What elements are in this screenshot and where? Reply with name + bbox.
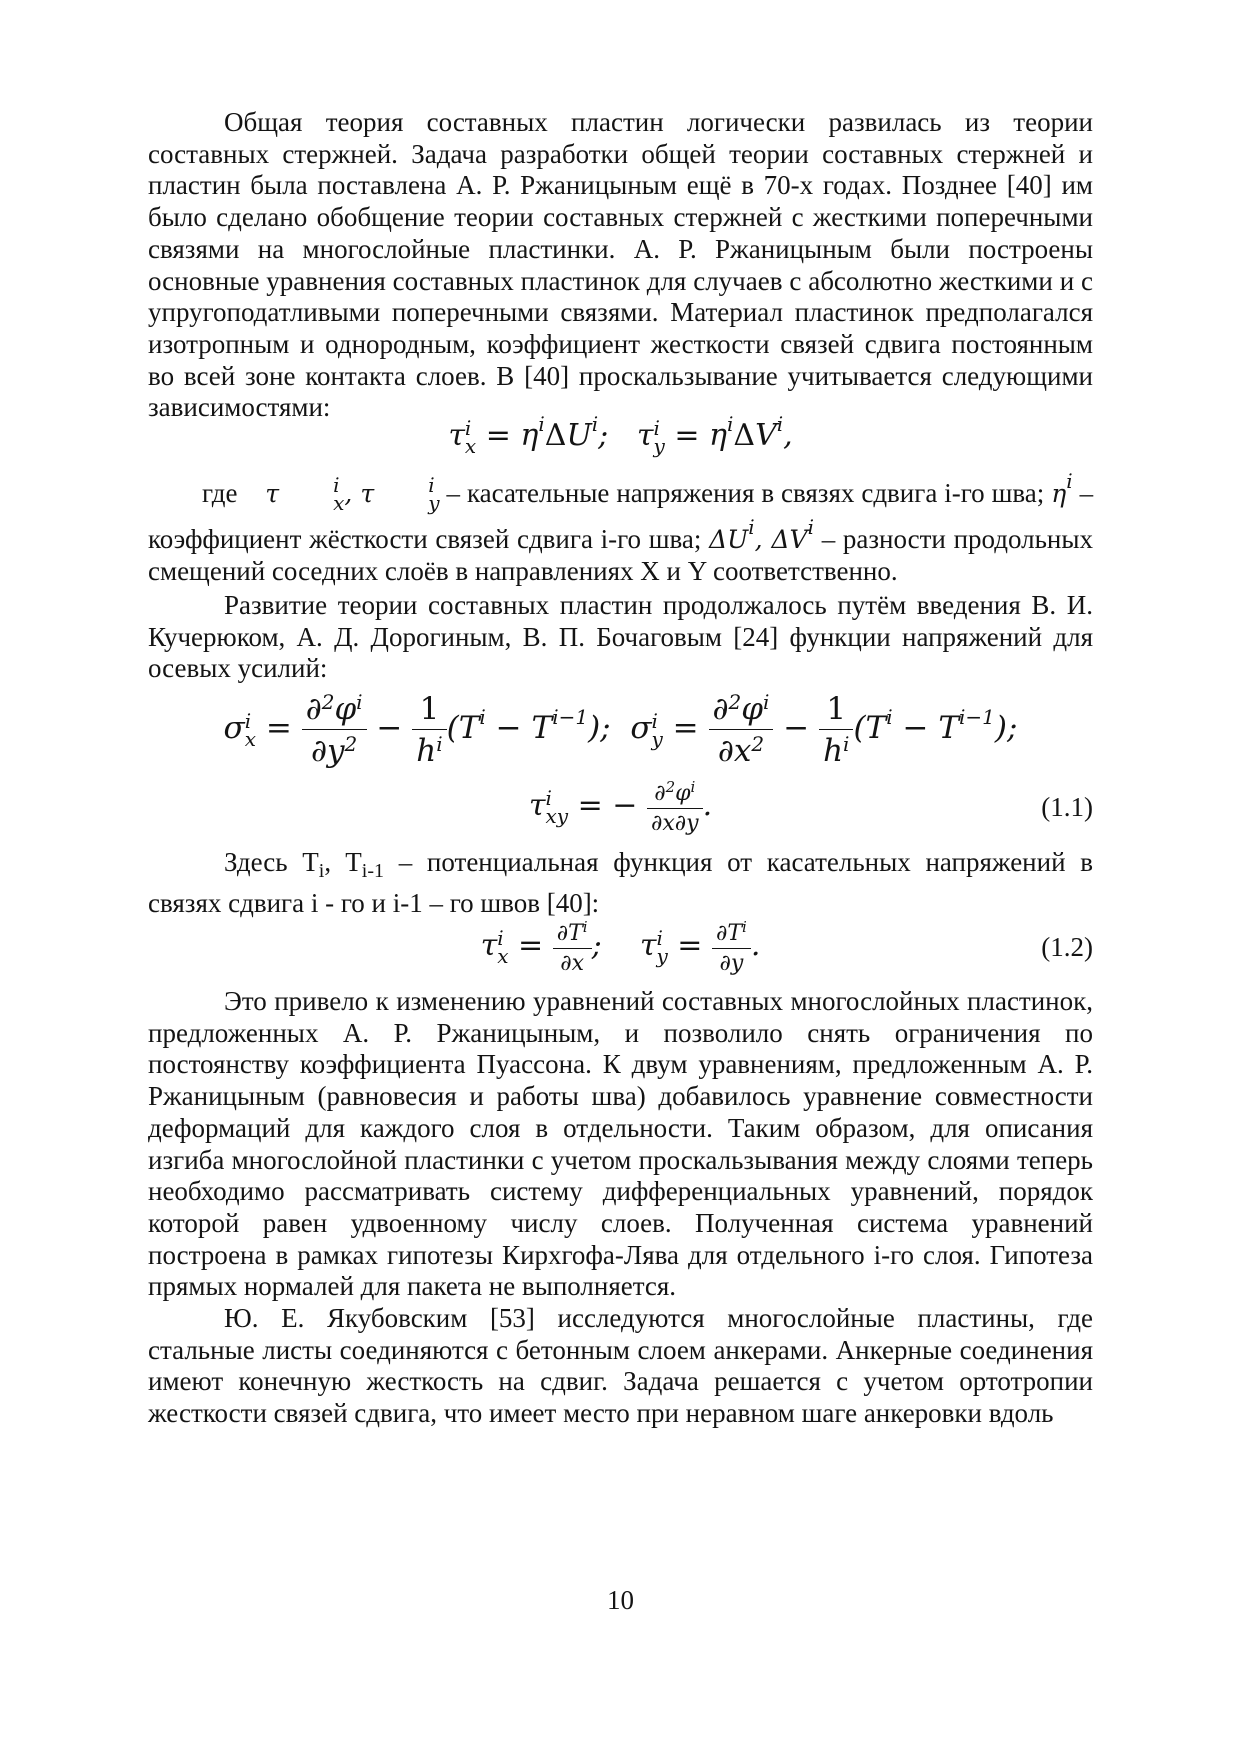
body-text-where [148,466,1093,587]
body-text-development [148,590,1093,685]
formula-potential: τ i x = $\frac{\partial T^i}{\partial x}$ ; τ i y = $\frac{\partial T^i}{\partial y}$ . (1.2) [480,918,1093,976]
symbol-eta: $\eta^i$ [1051,469,1073,508]
body-text-top [148,107,1093,424]
symbol-tau: τ i x , τ i y [265,473,440,515]
equation-number-1-2: (1.2) [1041,932,1093,962]
symbol-delta: $\Delta U^i$, $\Delta V^i$ [709,515,814,554]
body-text-here [148,847,1093,919]
page-number: 10 [607,1585,634,1615]
body-text-bottom [148,986,1093,1430]
formula-sigma: σ i x = $\frac{\partial^2\varphi^i}{\partial y^2}$ − $\frac{1}{h^i}$ $(T^i - T^{i-1})$; σ i y = $\frac{\partial^2\varphi^i}{\partial x^2}$ − $\frac{1}{h^i}$ $(T^i - T^{i-1})$; [223,690,1018,769]
paragraph-yakubovsky: Ю. Е. Якубовским [53] исследуются многослойные пластины, где стальные листы соединяются с бетонным слоем анкерами. Анкерные соединения имеют конечную жесткость на сдвиг. Задача решается с учетом ортотропии жесткости связей сдвига, что имеет место при неравном шаге анкеровки вдоль [148,1303,1093,1429]
where-word: где [202,478,238,508]
where-text-b: – коэффициент жёсткости связей сдвига i-го шва; [148,478,1094,554]
equation-number-1-1: (1.1) [1041,792,1093,822]
paragraph-here: Здесь $T_i$, $T_{i-1}$ – потенциальная функция от касательных напряжений в связях сдвига i - го и i-1 – го швов [40]: [148,847,1093,918]
paragraph-where [148,466,1093,587]
formula-shear-stress: τ i x = $\eta^i\Delta U^i$; τ i y = $\eta^i\Delta V^i$, [448,412,793,458]
formula-tau-xy: τ i xy = − $\frac{\partial^2\varphi^i}{\partial x\partial y}$ . (1.1) [528,778,1093,836]
where-text-a: – касательные напряжения в связях сдвига i-го шва; [446,478,1045,508]
paragraph-development: Развитие теории составных пластин продолжалось путём введения В. И. Кучерюком, А. Д. Дорогиным, В. П. Бочаговым [24] функции напряжений для осевых усилий: [148,590,1093,684]
paragraph-result: Это привело к изменению уравнений составных многослойных пластинок, предложенных А. Р. Ржаницыным, и позволило снять ограничения по постоянству коэффициента Пуассона. К двум уравнениям, предложенным А. Р. Ржаницыным (равновесия и работы шва) добавилось уравнение совместности деформаций для каждого слоя в отдельности. Таким образом, для описания изгиба многослойной пластинки с учетом проскальзывания между слоями теперь необходимо рассматривать систему дифференциальных уравнений, порядок которой равен удвоенному числу слоев. Полученная система уравнений построена в рамках гипотезы Кирхгофа-Лява для отдельного i-го слоя. Гипотеза прямых нормалей для пакета не выполняется. [148,986,1093,1302]
where-text-c: – разности продольных смещений соседних слоёв в направлениях X и Y соответственно. [148,524,1094,586]
paragraph-intro: Общая теория составных пластин логически развилась из теории составных стержней. Задача разработки общей теории составных стержней и пластин была поставлена А. Р. Ржаницыным ещё в 70-х годах. Позднее [40] им было сделано обобщение теории составных стержней с жесткими поперечными связями на многослойные пластинки. А. Р. Ржаницыным были построены основные уравнения составных пластинок для случаев с абсолютно жесткими и с упругоподатливыми поперечными связями. Материал пластинок предполагался изотропным и однородным, коэффициент жесткости связей сдвига постоянным во всей зоне контакта слоев. В [40] проскальзывание учитывается следующими зависимостями: [148,107,1093,423]
